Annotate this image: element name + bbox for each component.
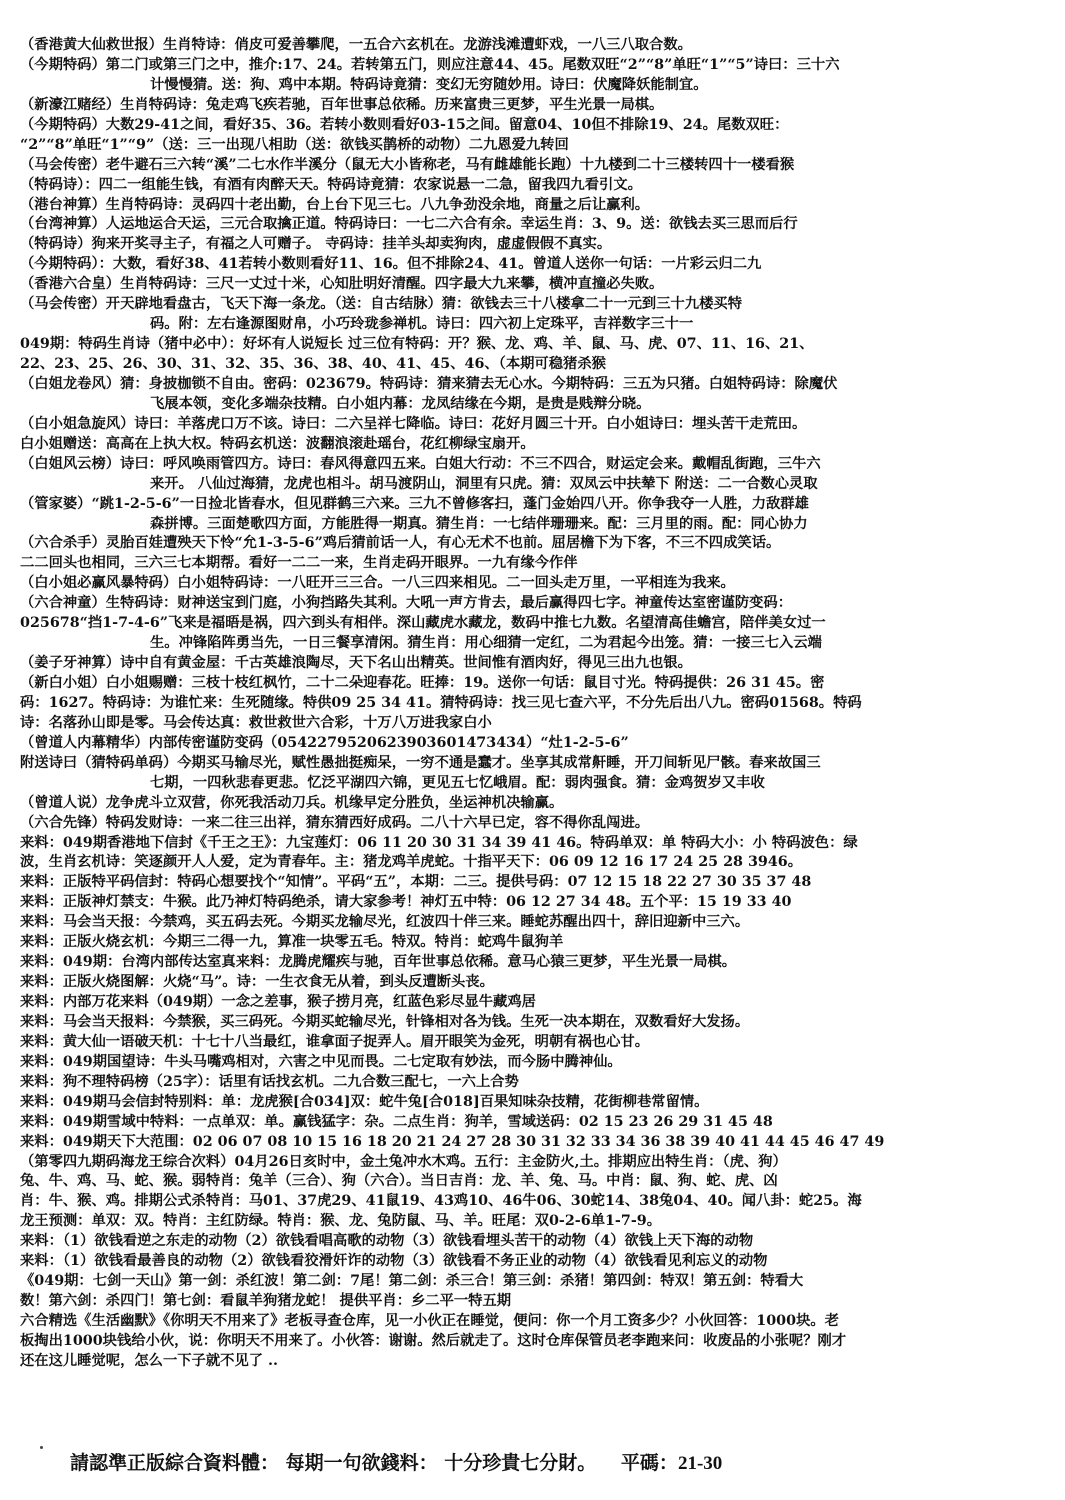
text-line: （白小姐急旋风）诗曰：羊落虎口万不该。诗曰：二六呈祥七降临。诗曰：花好月圆三十开。白小姐诗曰：埋头苦干走荒田。	[20, 415, 807, 432]
text-line: 诗：名落孙山即是零。马会传达真：救世救世六合彩，十万八万进我家白小	[20, 714, 492, 731]
text-line: （特码诗）狗来开奖寻主子，有福之人可赠子。 寺码诗：挂羊头却卖狗肉，虚虚假假不真实。	[20, 236, 612, 253]
text-line: 七期，一四秋悲春更悲。忆泛平湖四六锦，更见五七忆峨眉。配：弱肉强食。猜：金鸡贺岁又丰收	[150, 774, 765, 791]
text-line: 计慢慢猜。送：狗、鸡中本期。特码诗竟猜：变幻无穷随妙用。诗曰：伏魔降妖能制宜。	[150, 76, 708, 93]
text-line: （今期特码）第二门或第三门之中，推介:17、24。若转第五门，则应注意44、45。尾数双旺“2”“8”单旺“1”“5”诗曰：三十六	[20, 56, 840, 73]
document-body	[20, 36, 1045, 1392]
text-line: （马会传密）老牛避石三六转“溪”二七水作半溪分（鼠无大小皆称老，马有雌雄能长跑）十九楼到二十三楼转四十一楼看猴	[20, 156, 795, 173]
text-line: （六合杀手）灵胎百娃遭殃天下怜“允1-3-5-6”鸡后猜前话一人，有心无术不也前。屈居檐下为下客，不三不四成笑话。	[20, 535, 781, 552]
text-line: 来料：马会当天报：今禁鸡，买五码去死。今期买龙输尽光，红波四十伴三来。睡蛇苏醒出四十，辞旧迎新中三六。	[20, 914, 750, 931]
text-line: 来料：049期天下大范围：02 06 07 08 10 15 16 18 20 21 24 27 28 30 31 32 33 34 36 38 39 40 41 44 45 46 47 49	[20, 1133, 885, 1150]
text-line: 码：1627。特码诗：为谁忙来：生死随缘。特供09 25 34 41。猜特码诗：找三见七查六平，不分先后出八九。密码01568。特码	[20, 694, 862, 711]
text-line: （新濠江赌经）生肖特码诗：兔走鸡飞疾若驰，百年世事总依稀。历来富贵三更梦，平生光景一局棋。	[20, 96, 664, 113]
text-line: 波，生肖玄机诗：笑逐颜开人人爱，定为青春年。主：猪龙鸡羊虎蛇。十指平天下：06 09 12 16 17 24 25 28 3946。	[20, 854, 803, 871]
text-line: （曾道人说）龙争虎斗立双营，你死我活动刀兵。机缘早定分胜负，坐运神机决输赢。	[20, 794, 564, 811]
text-line: 来料：正版火烧图解：火烧“马”。诗：一生衣食无从着，到头反遭断头丧。	[20, 974, 494, 991]
text-line: （白小姐必赢风暴特码）白小姐特码诗：一八旺开三三合。一八三四来相见。二一回头走万里，一平相连为我来。	[20, 575, 735, 592]
text-line: 来料：正版神灯禁支：牛猴。此乃神灯特码绝杀，请大家参考！神灯五中特：06 12 27 34 48。五个平：15 19 33 40	[20, 894, 792, 911]
text-line: （台湾神算）人运地运合天运，三元合取擒正道。特码诗曰：一七二六合有余。幸运生肖：3、9。送：欲钱去买三思而后行	[20, 216, 798, 233]
text-line: （白姐风云榜）诗曰：呼风唤雨管四方。诗曰：春风得意四五来。白姐大行动：不三不四合，财运定会来。戴帽乱街跑，三牛六	[20, 455, 821, 472]
text-line	[20, 1372, 1045, 1392]
text-line: 来料：049期国望诗：牛头马嘴鸡相对，六害之中见而畏。二七定取有妙法，而今肠中腾神仙。	[20, 1053, 622, 1070]
text-line: 板掏出1000块钱给小伙，说：你明天不用来了。小伙答：谢谢。然后就走了。这时仓库保管员老李跑来问：收废品的小张呢？刚才	[20, 1332, 847, 1349]
text-line: （第零四九期码海龙王综合次料）04月26日亥时中，金土兔冲水木鸡。五行：主金防火,土。排期应出特生肖：（虎、狗）	[20, 1153, 787, 1170]
text-line: 来料：正版特平码信封：特码心想要找个“知情”。平码“五”，本期：二三。提供号码：07 12 15 18 22 27 30 35 37 48	[20, 874, 812, 891]
text-line: 来料：049期香港地下信封《千王之王》：九宝莲灯：06 11 20 30 31 34 39 41 46。特码单双：单 特码大小：小 特码波色：绿	[20, 834, 858, 851]
footer-pm-label: 平碼：	[620, 1452, 678, 1474]
text-line: （香港黄大仙救世报）生肖特诗：俏皮可爱善攀爬，一五合六玄机在。龙游浅滩遭虾戏，一八三八取合数。	[20, 37, 692, 53]
footer	[70, 1448, 1050, 1480]
footer-middle: 每期一句欲錢料：	[285, 1452, 438, 1474]
text-line: 来料：正版火烧玄机：今期三二得一九，算准一块零五毛。特双。特肖：蛇鸡牛鼠狗羊	[20, 934, 564, 951]
text-line: （今期特码）大数29-41之间，看好35、36。若转小数则看好03-15之间。留意04、10但不排除19、24。尾数双旺：	[20, 116, 789, 133]
text-line: 数！第六剑：杀四门！第七剑：看鼠羊狗猪龙蛇！ 提供平肖：乡二平一特五期	[20, 1293, 512, 1310]
footer-left: 請認準正版綜合資料體：	[70, 1452, 280, 1474]
text-line: “2”“8”单旺“1”“9”（送：三一出现八相助（送：欲钱买鹊桥的动物）二九恩爱九转回	[20, 136, 569, 153]
text-line: （新白小姐）白小姐赐赠：三枝十枝红枫竹，二十二朵迎春花。旺捧：19。送你一句话：鼠目寸光。特码提供：26 31 45。密	[20, 675, 825, 691]
text-line: （管家婆）“跳1-2-5-6”一日捡北皆春水，但见群鹤三六来。三九不曾修客扫，蓬门金始四八开。你争我夺一人胜，力敌群雄	[20, 495, 809, 512]
text-line: 附送诗曰（猜特码单码）今期买马输尽光，赋性愚拙挺痴呆，一穷不通是蠢才。坐享其成常鼾睡，开刀间斩见尸骸。春来故国三	[20, 754, 821, 771]
text-line: 025678“挡1-7-4-6”飞来是福晤是祸，四六到头有相伴。深山藏虎水藏龙，数码中推七九数。名望清高佳蟾宫，陪伴美女过一	[20, 615, 826, 632]
text-line: 来料：黄大仙一语破天机：十七十八当最红，谁拿面子捉弄人。眉开眼笑为金死，明朝有祸也心甘。	[20, 1033, 650, 1050]
text-line: 来料：049期马会信封特别料：单：龙虎猴[合034]双：蛇牛兔[合018]百果知味杂技精，花街柳巷常留情。	[20, 1093, 709, 1110]
text-line: 来料：049期：台湾内部传达室真来料：龙腾虎耀疾与驰，百年世事总依稀。意马心猿三更梦，平生光景一局棋。	[20, 954, 737, 971]
footer-right: 十分珍貴七分財。	[444, 1452, 597, 1474]
text-line: 来料：（1）欲钱看最善良的动物（2）欲钱看狡滑奸诈的动物（3）欲钱看不务正业的动物（4）欲钱看见利忘义的动物	[20, 1253, 768, 1270]
text-line: 六合精选《生活幽默》《你明天不用来了》老板寻查仓库，见一小伙正在睡觉，便问：你一个月工资多少？小伙回答：1000块。老	[20, 1313, 839, 1329]
text-line: （曾道人内幕精华）内部传密谨防变码（05422795206239036014734​34）“灶1-2-5-6”	[20, 734, 629, 751]
scan-speck	[40, 1446, 43, 1449]
text-line: 来开。 八仙过海猜，龙虎也相斗。胡马渡阴山，洞里有只虎。猜：双凤云中扶辇下 附送：二一合数心灵取	[150, 475, 818, 492]
text-line: （姜子牙神算）诗中自有黄金屋：千古英雄浪陶尽，天下名山出精英。世间惟有酒肉好，得见三出九也银。	[20, 655, 692, 672]
text-line: 龙王预测：单双：双。特肖：主红防绿。特肖：猴、龙、兔防鼠、马、羊。旺尾：双0-2-6单1-7-9。	[20, 1213, 661, 1230]
text-line: （六合先锋）特码发财诗：一来二往三出祥，猜东猜西好成码。二八十六早已定，容不得你乱闯进。	[20, 814, 650, 831]
text-line: 森拼博。三面楚歌四方面，方能胜得一期真。猜生肖：一七结伴珊珊来。配：三月里的雨。配：同心协力	[150, 515, 808, 532]
text-line: 来料：（1）欲钱看逆之东走的动物（2）欲钱看唱高歌的动物（3）欲钱看埋头苦干的动物（4）欲钱上天下海的动物	[20, 1233, 754, 1250]
text-line: （港台神算）生肖特码诗：灵码四十老出勤，台上台下见三七。八九争劲没余地，商量之后让赢利。	[20, 196, 650, 213]
text-line: 码。附：左右逢源图财帛，小巧玲珑参禅机。诗曰：四六初上定珠平，吉祥数字三十一	[150, 316, 694, 333]
text-line: （今期特码）：大数，看好38、41若转小数则看好11、16。但不排除24、41。曾道人送你一句话：一片彩云归二九	[20, 256, 762, 273]
text-line: 来料：狗不理特码榜（25字）：话里有话找玄机。二九合数三配七，一六上合势	[20, 1073, 519, 1090]
footer-pm-value: 21-30	[677, 1453, 723, 1474]
text-line: 来料：049期雪域中特料：一点单双：单。赢钱猛字：杂。二点生肖：狗羊，雪域送码：02 15 23 26 29 31 45 48	[20, 1113, 773, 1130]
text-line: （香港六合皇）生肖特码诗：三尺一丈过十米，心知肚明好清醒。四字最大九来攀，横冲直撞必失败。	[20, 276, 664, 293]
text-line: 生。冲锋陷阵勇当先，一日三餐享清闲。猜生肖：用心细猜一定红，二为君起今出笼。猜：一接三七入云端	[150, 635, 822, 652]
text-line: 二二回头也相同，三六三七本期帮。看好一二二一来，生肖走码开眼界。一九有缘今作伴	[20, 555, 578, 572]
text-line: 白小姐赠送：高高在上执大权。特码玄机送：波翻浪滚赴瑶台，花红柳绿宝扇开。	[20, 435, 535, 452]
text-line: 还在这儿睡觉呢，怎么一下子就不见了 ..	[20, 1352, 278, 1369]
text-line: 飞展本领，变化多端杂技精。白小姐内幕：龙凤结缘在今期，是贵是贱辩分晓。	[150, 395, 651, 412]
text-line: 来料：马会当天报料：今禁猴，买三码死。今期买蛇输尽光，针锋相对各为钱。生死一决本期在，双数看好大发扬。	[20, 1013, 750, 1030]
text-line: 来料：内部万花来料（049期）一念之差事，猴子捞月亮，红蓝色彩尽显牛藏鸡居	[20, 994, 536, 1010]
text-line: 兔、牛、鸡、马、蛇、猴。弱特肖：兔羊（三合）、狗（六合）。当日吉肖：龙、羊、兔、马。中肖：鼠、狗、蛇、虎、凶	[20, 1173, 778, 1190]
text-line: 049期：特码生肖诗（猪中必中）：好坏有人说短长 过三位有特码：开？猴、龙、鸡、羊、鼠、马、虎、07、11、16、21、	[20, 336, 814, 353]
text-line: 22、23、25、26、30、31、32、35、36、38、40、41、45、46、（本期可稳猪杀猴	[20, 356, 606, 372]
text-line: （特码诗）：四二一组能生钱，有酒有肉醉天天。特码诗竟猜：农家说悬一二急，留我四九看引文。	[20, 176, 642, 193]
text-line: （六合神童）生特码诗：财神送宝到门庭，小狗挡路失其利。大吼一声方肯去，最后赢得四七字。神童传达室密谨防变码：	[20, 595, 793, 612]
text-line: 肖：牛、猴、鸡。排期公式杀特肖：马01、37虎29、41鼠19、43鸡10、46牛06、30蛇14、38兔04、40。闻八卦：蛇25。海	[20, 1193, 862, 1210]
text-line: （白姐龙卷风）猜：身披枷锁不自由。密码：023679。特码诗：猜来猜去无心水。今期特码：三五为只猪。白姐特码诗：除魔伏	[20, 375, 838, 392]
text-line: （马会传密）开天辟地看盘古，飞天下海一条龙。（送：自古结脉）猜：欲钱去三十八楼拿二十一元到三十九楼买特	[20, 296, 742, 313]
text-line: 《049期：七剑一天山》第一剑：杀红波！第二剑：7尾！第二剑：杀三合！第三剑：杀猪！第四剑：特双！第五剑：特看大	[20, 1273, 804, 1290]
